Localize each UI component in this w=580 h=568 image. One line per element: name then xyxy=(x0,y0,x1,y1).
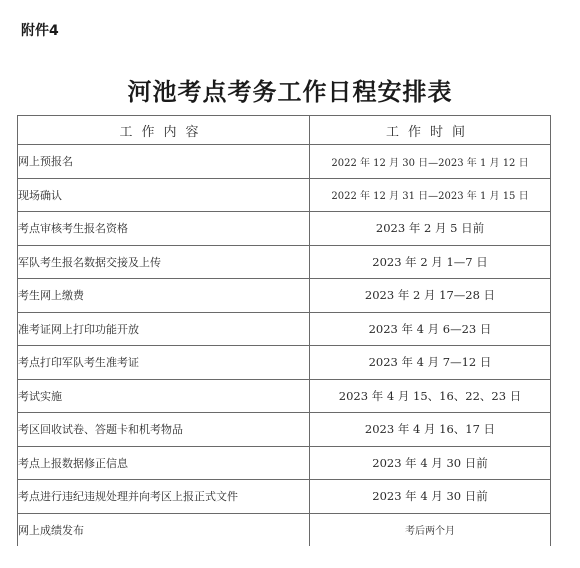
table-row xyxy=(18,178,551,212)
row-item: 考点进行违纪违规处理并向考区上报正式文件 xyxy=(18,480,310,514)
table-row xyxy=(18,379,551,413)
row-time: 2023 年 4 月 15、16、22、23 日 xyxy=(310,379,551,413)
table-row xyxy=(18,279,551,313)
table-row xyxy=(18,346,551,380)
row-time: 2023 年 2 月 1—7 日 xyxy=(310,245,551,279)
row-time: 2023 年 4 月 16、17 日 xyxy=(310,413,551,447)
row-time: 考后两个月 xyxy=(310,513,551,546)
row-time: 2023 年 2 月 17—28 日 xyxy=(310,279,551,313)
header-work-content: 工作内容 xyxy=(18,116,310,145)
row-item: 网上成绩发布 xyxy=(18,513,310,546)
row-item: 军队考生报名数据交接及上传 xyxy=(18,245,310,279)
table-row xyxy=(18,513,551,546)
row-item: 现场确认 xyxy=(18,178,310,212)
table-row xyxy=(18,446,551,480)
row-item: 考生网上缴费 xyxy=(18,279,310,313)
row-time: 2023 年 2 月 5 日前 xyxy=(310,212,551,246)
table-row xyxy=(18,413,551,447)
row-item: 考点审核考生报名资格 xyxy=(18,212,310,246)
row-item: 网上预报名 xyxy=(18,145,310,179)
table-row xyxy=(18,212,551,246)
row-time: 2022 年 12 月 31 日—2023 年 1 月 15 日 xyxy=(310,178,551,212)
row-item: 考区回收试卷、答题卡和机考物品 xyxy=(18,413,310,447)
row-time: 2023 年 4 月 7—12 日 xyxy=(310,346,551,380)
schedule-table xyxy=(17,115,551,546)
table-row xyxy=(18,145,551,179)
row-time: 2023 年 4 月 6—23 日 xyxy=(310,312,551,346)
row-item: 考试实施 xyxy=(18,379,310,413)
row-time: 2023 年 4 月 30 日前 xyxy=(310,446,551,480)
row-item: 准考证网上打印功能开放 xyxy=(18,312,310,346)
table-row xyxy=(18,480,551,514)
header-work-time: 工作时间 xyxy=(310,116,551,145)
row-time: 2023 年 4 月 30 日前 xyxy=(310,480,551,514)
attachment-label: 附件4 xyxy=(21,23,59,39)
page-title: 河池考点考务工作日程安排表 xyxy=(127,77,453,106)
row-item: 考点打印军队考生准考证 xyxy=(18,346,310,380)
table-header-row xyxy=(18,116,551,145)
row-time: 2022 年 12 月 30 日—2023 年 1 月 12 日 xyxy=(310,145,551,179)
table-row xyxy=(18,245,551,279)
row-item: 考点上报数据修正信息 xyxy=(18,446,310,480)
table-row xyxy=(18,312,551,346)
